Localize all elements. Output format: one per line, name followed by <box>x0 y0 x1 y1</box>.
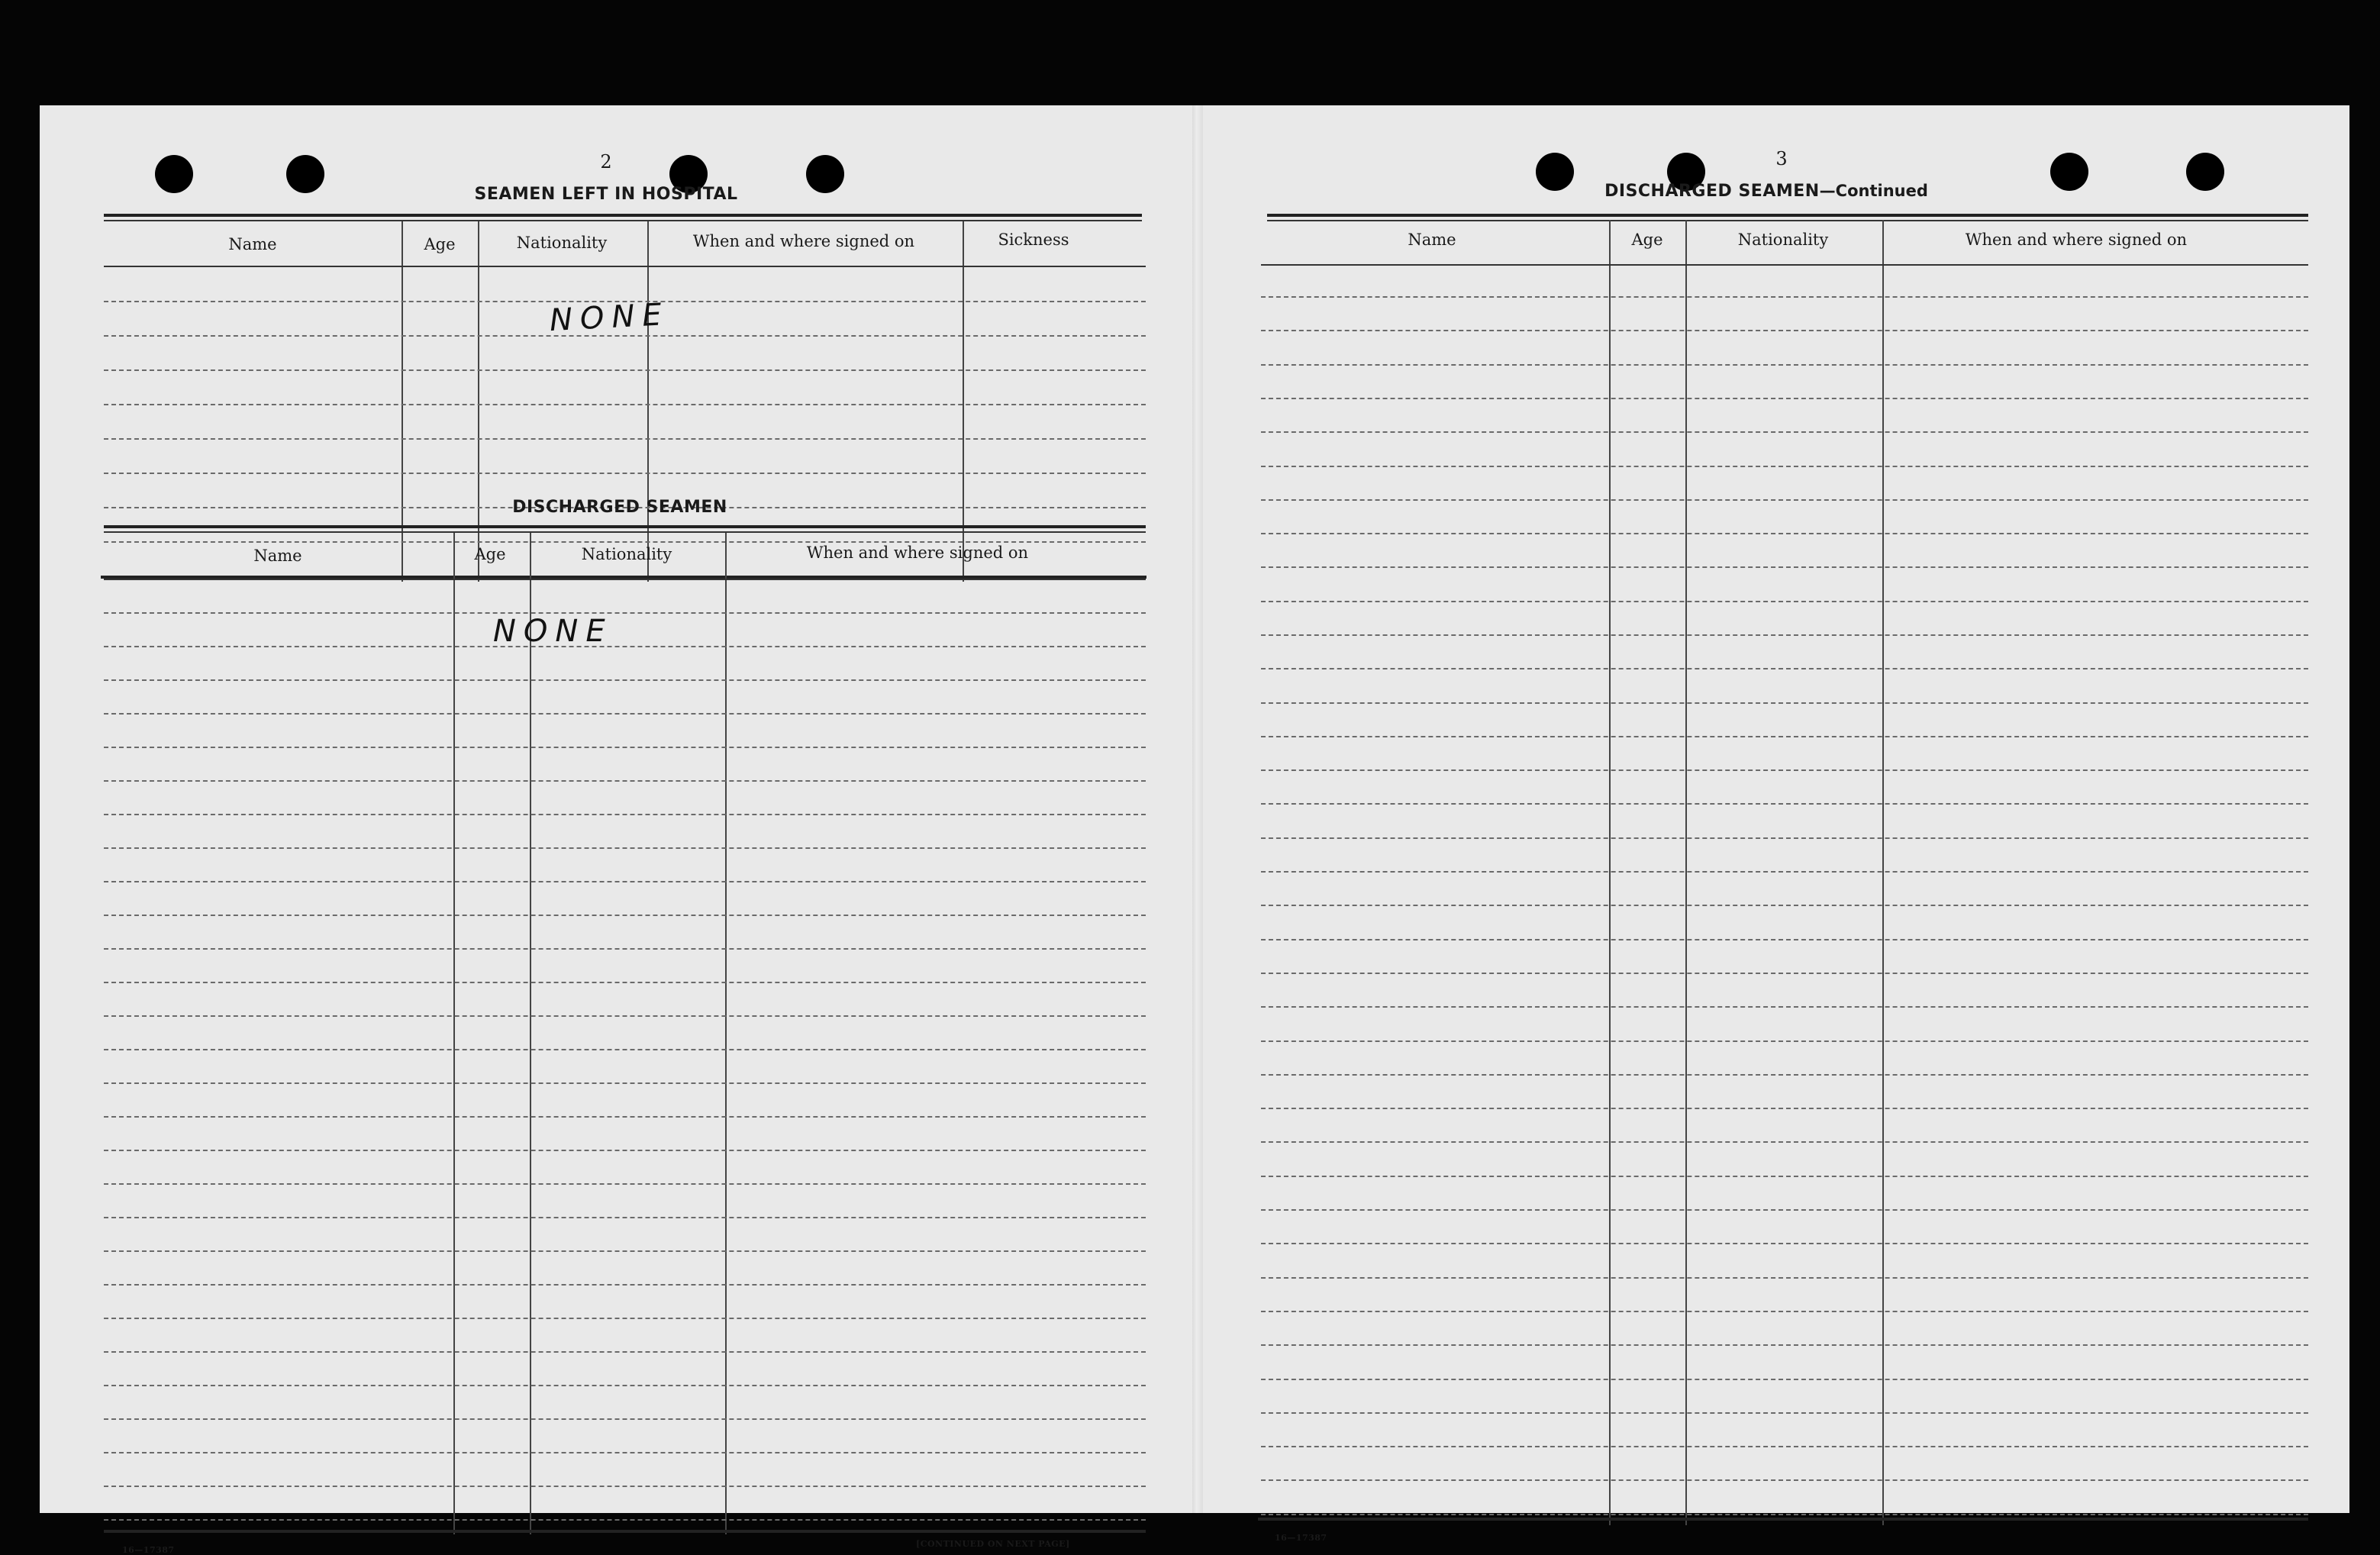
row-line <box>104 1250 1146 1252</box>
row-line <box>1261 1479 2308 1481</box>
discharged-table-bottom-rule <box>104 1530 1146 1533</box>
row-line <box>1261 736 2308 737</box>
row-line <box>1261 499 2308 501</box>
row-line <box>1261 533 2308 534</box>
punch-hole <box>2186 153 2224 191</box>
page-number-right: 3 <box>1775 148 1788 169</box>
row-line <box>104 1015 1146 1017</box>
hospital-handwritten-none: NONE <box>548 296 670 339</box>
discharged-col-name: Name <box>253 547 302 565</box>
row-line <box>1261 939 2308 940</box>
hospital-col-name: Name <box>228 235 277 253</box>
row-line <box>1261 1311 2308 1312</box>
row-line <box>1261 1141 2308 1143</box>
row-line <box>1261 1344 2308 1346</box>
right-col-nationality: Nationality <box>1737 231 1829 249</box>
row-line <box>104 1049 1146 1050</box>
row-line <box>1261 398 2308 399</box>
hospital-row-line <box>104 473 1146 474</box>
right-table-top-rule <box>1267 214 2308 217</box>
discharged-table-top-rule-2 <box>104 531 1146 533</box>
row-line <box>104 847 1146 849</box>
row-line <box>1261 330 2308 331</box>
row-line <box>1261 769 2308 771</box>
hospital-row-line <box>104 438 1146 440</box>
hospital-col-signed-on: When and where signed on <box>692 232 915 250</box>
row-line <box>1261 364 2308 366</box>
row-line <box>104 1116 1146 1118</box>
row-line <box>104 1519 1146 1521</box>
discharged-col-signed-on: When and where signed on <box>806 544 1029 562</box>
punch-hole <box>155 155 193 193</box>
row-line <box>1261 803 2308 805</box>
row-line <box>1261 1446 2308 1447</box>
hospital-row-line <box>104 335 1146 337</box>
right-col-divider <box>1882 220 1884 1525</box>
row-line <box>104 982 1146 983</box>
row-line <box>1261 1006 2308 1008</box>
right-header-rule <box>1261 264 2308 266</box>
row-line <box>104 881 1146 882</box>
row-line <box>104 646 1146 647</box>
hospital-row-line <box>104 369 1146 371</box>
document-sheet <box>40 105 2349 1555</box>
row-line <box>104 1082 1146 1084</box>
row-line <box>1261 1514 2308 1515</box>
row-line <box>1261 1209 2308 1211</box>
row-line <box>104 948 1146 950</box>
row-line <box>1261 1108 2308 1109</box>
row-line <box>1261 431 2308 433</box>
right-col-signed-on: When and where signed on <box>1965 231 2188 249</box>
hospital-col-age: Age <box>424 235 456 253</box>
row-line <box>1261 634 2308 636</box>
row-line <box>1261 702 2308 704</box>
punch-hole <box>286 155 324 193</box>
row-line <box>104 1318 1146 1319</box>
hospital-table-top-rule <box>104 214 1142 217</box>
row-line <box>104 679 1146 681</box>
punch-hole <box>2050 153 2088 191</box>
row-line <box>1261 1243 2308 1244</box>
right-table-top-rule-2 <box>1267 220 2308 221</box>
continued-suffix: —Continued <box>1819 182 1928 200</box>
right-col-name: Name <box>1408 231 1456 249</box>
row-line <box>104 1150 1146 1151</box>
row-line <box>104 780 1146 782</box>
row-line <box>1261 1176 2308 1177</box>
row-line <box>1261 871 2308 873</box>
hospital-table-top-rule-2 <box>104 220 1142 221</box>
right-col-age: Age <box>1631 231 1663 249</box>
row-line <box>104 1217 1146 1218</box>
hospital-row-line <box>104 541 1146 543</box>
row-line <box>1261 466 2308 467</box>
right-col-divider <box>1609 220 1611 1525</box>
row-line <box>1261 668 2308 669</box>
row-line <box>104 747 1146 748</box>
row-line <box>1261 1412 2308 1414</box>
discharged-continued-title <box>1604 182 1928 201</box>
row-line <box>1261 1277 2308 1279</box>
row-line <box>1261 296 2308 298</box>
discharged-table-top-rule <box>104 525 1146 528</box>
row-line <box>104 814 1146 815</box>
row-line <box>1261 601 2308 602</box>
row-line <box>104 1351 1146 1353</box>
left-form-number: 16—17387 <box>122 1545 175 1555</box>
discharged-section-title: DISCHARGED SEAMEN <box>512 498 727 517</box>
row-line <box>104 1486 1146 1487</box>
row-line <box>104 1284 1146 1286</box>
discharged-handwritten-none: NONE <box>493 614 613 649</box>
discharged-col-nationality: Nationality <box>581 545 672 563</box>
discharged-continued-title-main: DISCHARGED SEAMEN <box>1604 182 1820 201</box>
row-line <box>104 713 1146 715</box>
discharged-col-age: Age <box>474 545 506 563</box>
hospital-row-line <box>104 404 1146 405</box>
row-line <box>104 612 1146 614</box>
hospital-col-nationality: Nationality <box>516 234 608 252</box>
row-line <box>1261 1040 2308 1042</box>
hospital-col-sickness: Sickness <box>998 231 1069 249</box>
hospital-section-title: SEAMEN LEFT IN HOSPITAL <box>474 185 738 204</box>
center-fold <box>1192 105 1203 1513</box>
row-line <box>104 1183 1146 1185</box>
punch-hole <box>1536 153 1574 191</box>
row-line <box>104 1418 1146 1420</box>
row-line <box>1261 973 2308 974</box>
row-line <box>1261 905 2308 906</box>
row-line <box>1261 1379 2308 1380</box>
right-col-divider <box>1685 220 1687 1525</box>
right-form-number: 16—17387 <box>1275 1533 1327 1543</box>
row-line <box>1261 837 2308 839</box>
row-line <box>104 915 1146 916</box>
discharged-header-rule <box>104 579 1146 580</box>
page-number-left: 2 <box>600 151 612 173</box>
row-line <box>104 1452 1146 1453</box>
hospital-header-rule <box>104 266 1146 267</box>
right-table-bottom-rule <box>1258 1518 2308 1521</box>
row-line <box>1261 566 2308 568</box>
row-line <box>104 1385 1146 1386</box>
continued-note: [CONTINUED ON NEXT PAGE] <box>916 1539 1070 1549</box>
punch-hole <box>806 155 844 193</box>
row-line <box>1261 1074 2308 1076</box>
